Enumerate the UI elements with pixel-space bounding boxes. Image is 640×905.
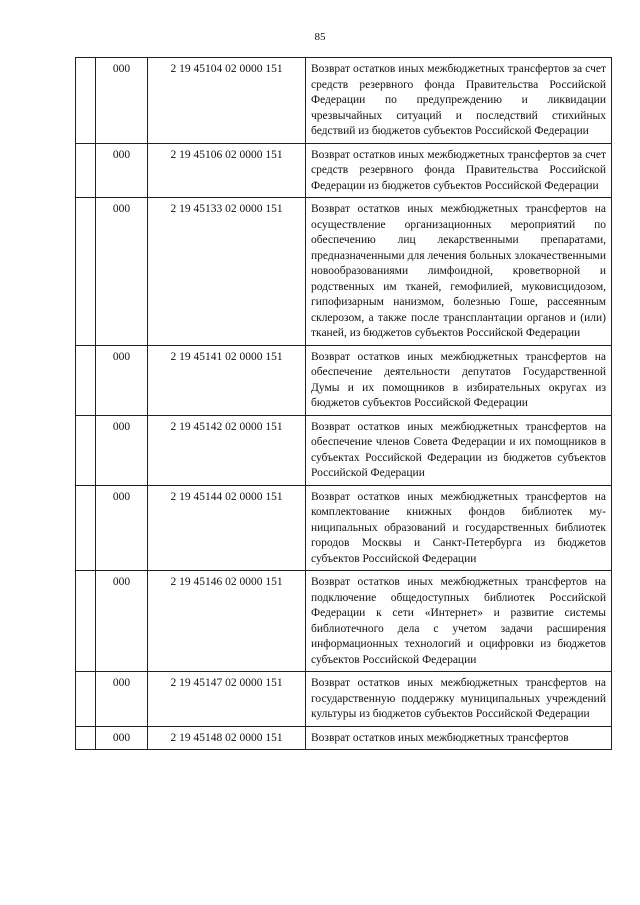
table-row <box>76 143 612 198</box>
table-body <box>76 58 612 750</box>
admin-code-cell: 000 <box>96 571 148 672</box>
admin-code-cell: 000 <box>96 726 148 750</box>
revenue-name-text: Возврат остатков иных межбюджетных трансфертов на государственную поддержку муниципальных учреждений культуры из бюджетов субъектов Российской Федерации <box>311 677 606 720</box>
budget-classification-code-cell: 2 19 45146 02 0000 151 <box>148 571 306 672</box>
revenue-name-text: Возврат остатков иных межбюджетных трансфертов <box>311 731 569 744</box>
table-row <box>76 571 612 672</box>
revenue-name-cell <box>306 726 612 750</box>
budget-classification-code-cell: 2 19 45144 02 0000 151 <box>148 485 306 571</box>
revenue-name-text: Возврат остатков иных межбюджетных трансфертов за счет средств резервного фонда Правительства Российской Федерации по предупреждению и ликвидации чрезвычайных ситуаций и последствий стихийных бедствий из бюджетов субъектов Российской Федерации <box>311 63 606 137</box>
page-number: 85 <box>314 31 326 43</box>
table-row <box>76 485 612 571</box>
budget-classification-code-cell: 2 19 45133 02 0000 151 <box>148 198 306 346</box>
admin-code-cell: 000 <box>96 485 148 571</box>
revenue-name-text: Возврат остатков иных межбюджетных трансфертов на комплектование книжных фондов библиотек муниципальных образований и государственных библиотек городов Москвы и Санкт-Петербурга из бюджетов субъектов Российской Федерации <box>311 490 606 565</box>
budget-classification-code-cell: 2 19 45104 02 0000 151 <box>148 58 306 144</box>
table-row <box>76 198 612 346</box>
budget-codes-table <box>75 57 612 750</box>
table-row <box>76 415 612 485</box>
admin-code-cell: 000 <box>96 415 148 485</box>
revenue-name-cell <box>306 143 612 198</box>
revenue-name-cell <box>306 672 612 727</box>
revenue-name-text: Возврат остатков иных межбюджетных трансфертов на обеспечение членов Совета Федерации и их помощников в субъектах Российской Федерации из бюджетов субъектов Российской Федерации <box>311 420 606 479</box>
empty-cell <box>76 143 96 198</box>
budget-classification-code-cell: 2 19 45106 02 0000 151 <box>148 143 306 198</box>
budget-classification-code-cell: 2 19 45148 02 0000 151 <box>148 726 306 750</box>
revenue-name-cell <box>306 571 612 672</box>
empty-cell <box>76 345 96 415</box>
revenue-name-cell <box>306 415 612 485</box>
revenue-name-text: Возврат остатков иных межбюджетных трансфертов на осуществление организационных мероприятий по обеспечению лиц лекарственными препаратами, предназначенными для лечения больных злокачественными новообразованиями лимфоидной, кроветворной и родственных им тканей, гемофилией, муковисцидозом, гипофизарным нанизмом, болезнью Гоше, рассеянным склерозом, а также после трансплантации органов и (или) тканей, из бюджетов субъектов Российской Федерации <box>311 203 606 339</box>
empty-cell <box>76 672 96 727</box>
admin-code-cell: 000 <box>96 672 148 727</box>
budget-classification-code-cell: 2 19 45142 02 0000 151 <box>148 415 306 485</box>
revenue-name-text: Возврат остатков иных межбюджетных трансфертов за счет средств резервного фонда Правительства Российской Федерации из бюджетов субъектов Российской Федерации <box>311 148 606 192</box>
budget-classification-code-cell: 2 19 45141 02 0000 151 <box>148 345 306 415</box>
table-row <box>76 726 612 750</box>
revenue-name-cell <box>306 485 612 571</box>
admin-code-cell: 000 <box>96 143 148 198</box>
admin-code-cell: 000 <box>96 198 148 346</box>
empty-cell <box>76 415 96 485</box>
revenue-name-cell <box>306 345 612 415</box>
empty-cell <box>76 198 96 346</box>
admin-code-cell: 000 <box>96 58 148 144</box>
table-row <box>76 58 612 144</box>
empty-cell <box>76 571 96 672</box>
revenue-name-text: Возврат остатков иных межбюджетных трансфертов на подключение общедоступных библиотек Российской Федерации к сети «Интернет» и развитие системы библиотечного дела с учетом задачи расширения информационных технологий и оцифровки из бюджетов субъектов Российской Федерации <box>311 576 606 666</box>
budget-classification-code-cell: 2 19 45147 02 0000 151 <box>148 672 306 727</box>
table-row <box>76 672 612 727</box>
revenue-name-text: Возврат остатков иных межбюджетных трансфертов на обеспечение деятельности депутатов Государственной Думы и их помощников в избирательных округах из бюджетов субъектов Российской Федерации <box>311 350 606 409</box>
empty-cell <box>76 485 96 571</box>
revenue-name-cell <box>306 58 612 144</box>
table-row <box>76 345 612 415</box>
empty-cell <box>76 726 96 750</box>
admin-code-cell: 000 <box>96 345 148 415</box>
revenue-name-cell <box>306 198 612 346</box>
empty-cell <box>76 58 96 144</box>
